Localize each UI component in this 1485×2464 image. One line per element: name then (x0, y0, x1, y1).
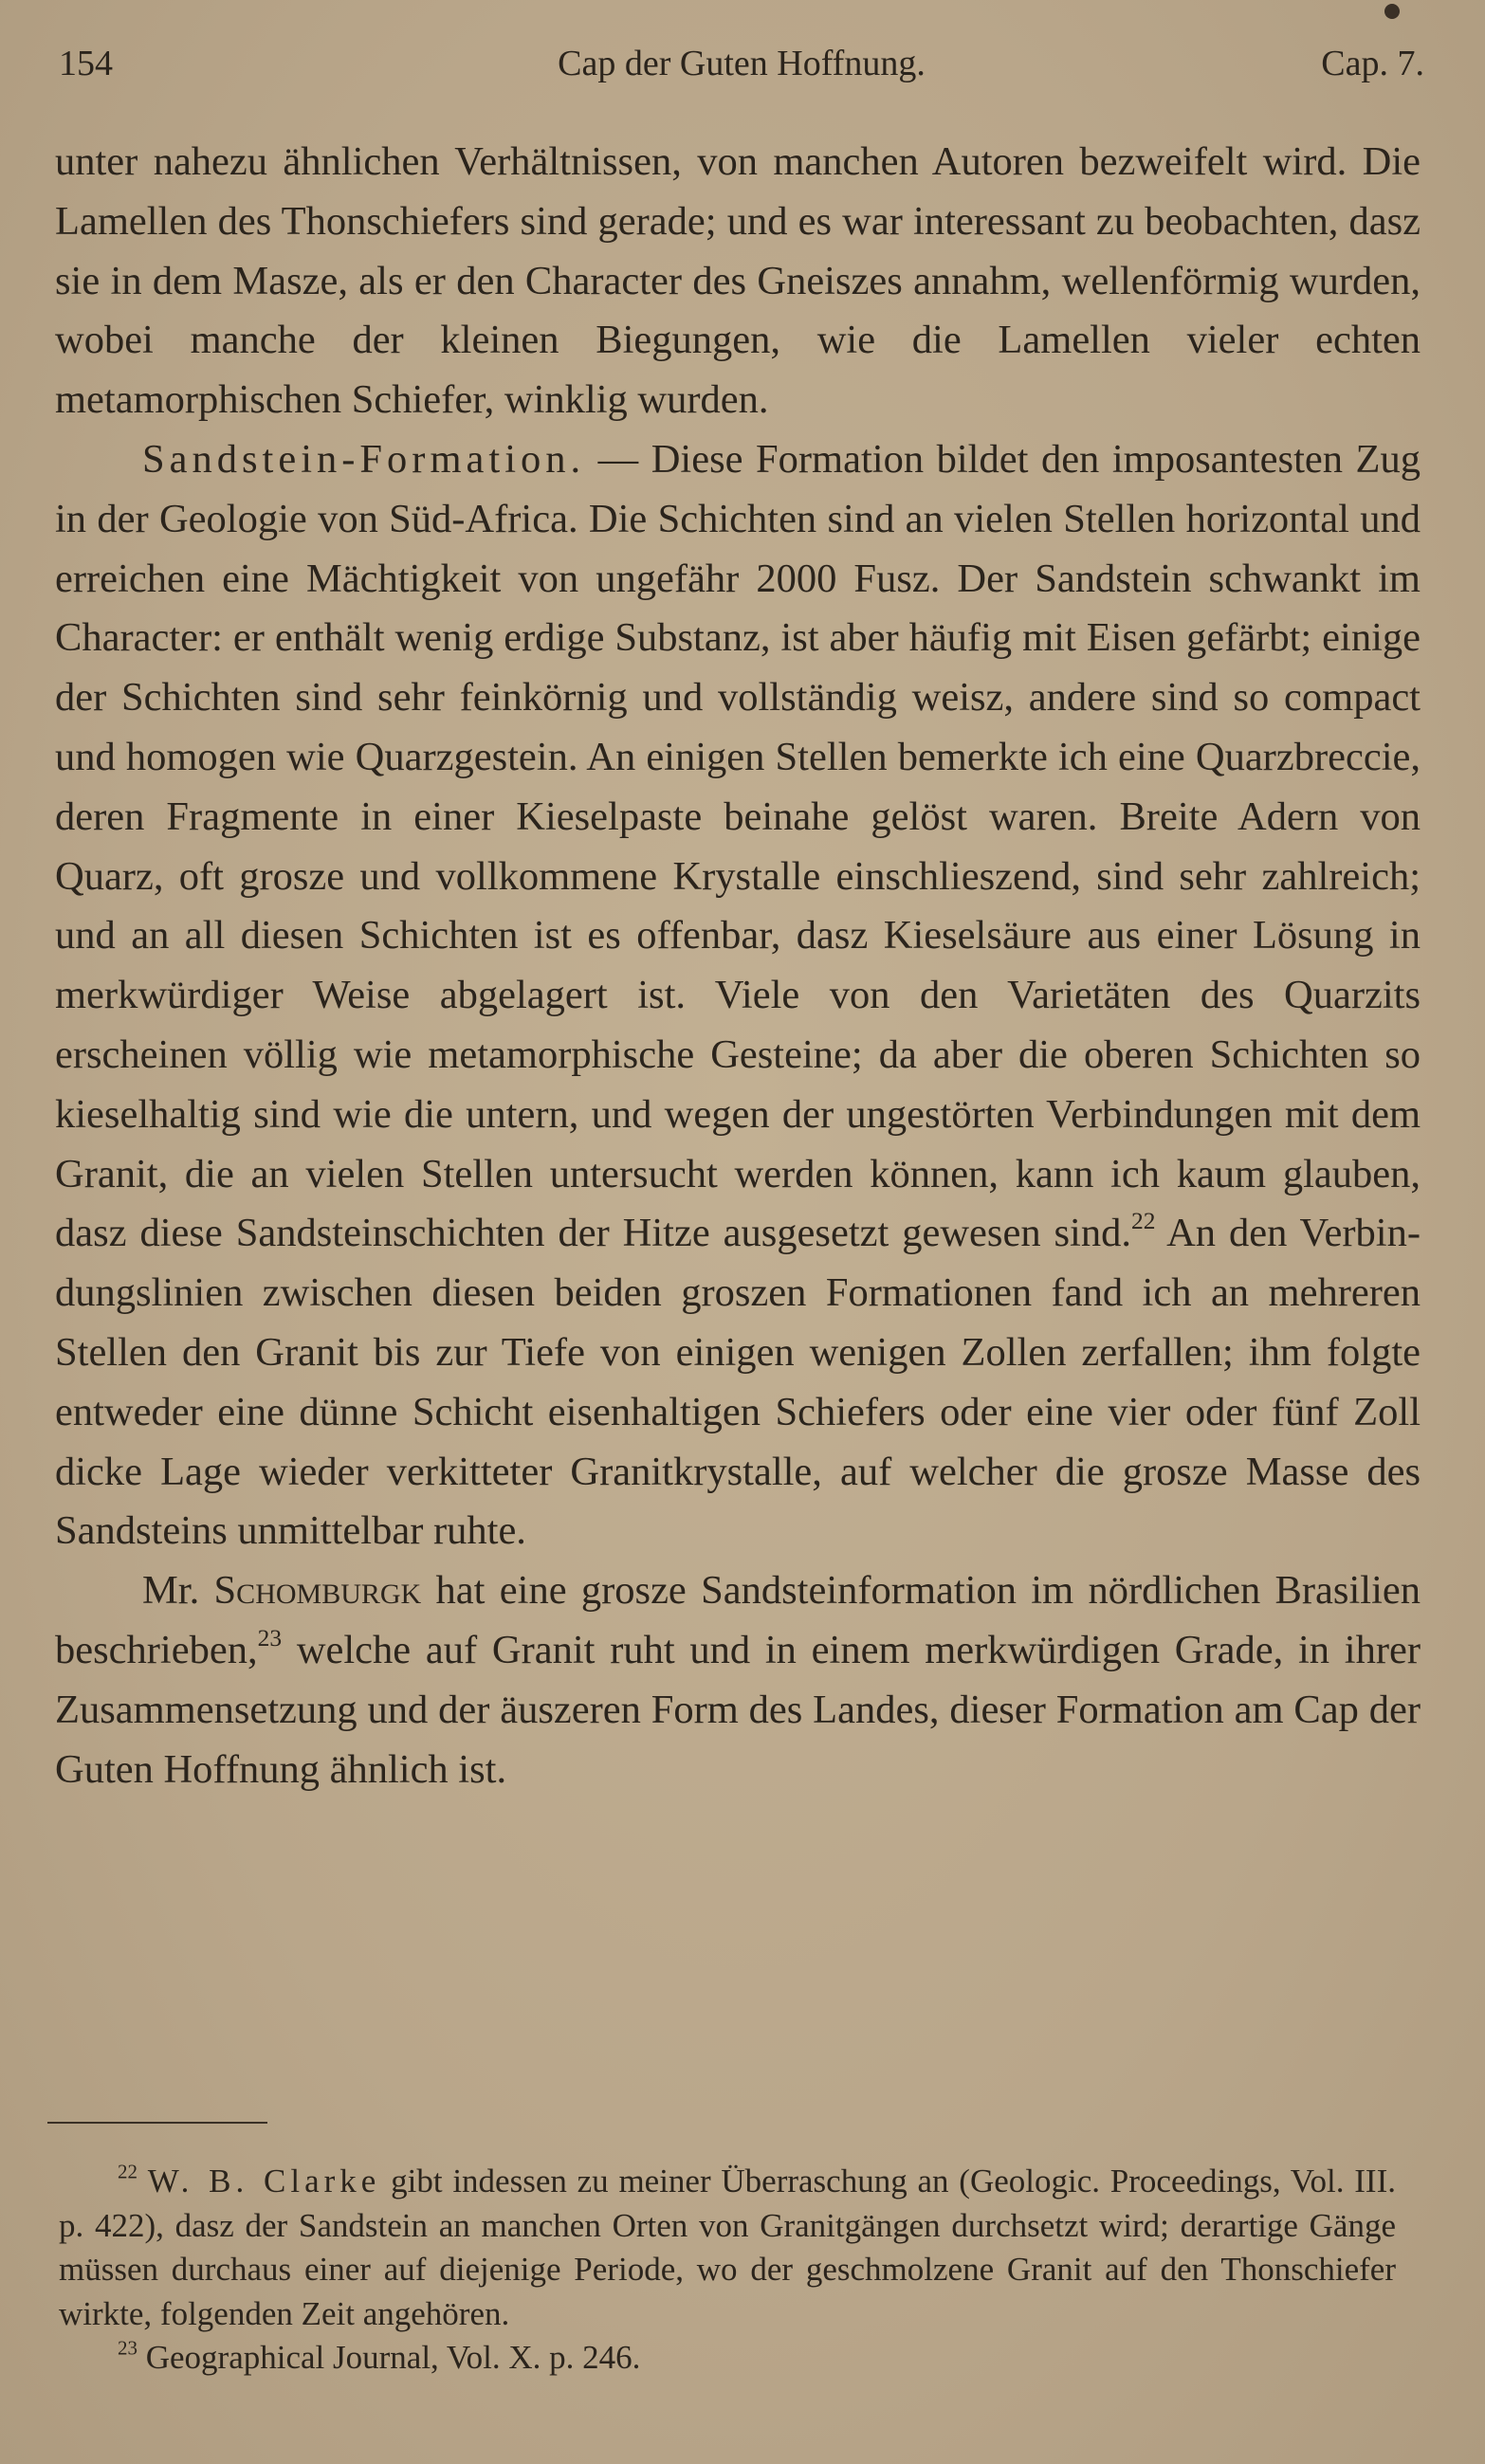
footnote-ref-22: 22 (1131, 1207, 1156, 1235)
paragraph-3-mr: Mr. (142, 1568, 214, 1614)
paragraph-1: unter nahezu ähnlichen Verhältnissen, von manchen Autoren bezweifelt wird. Die Lamellen des Thonschiefers sind gerade; und es war interessant zu beobachten, dasz sie in dem Masze, als er den Character des Gneiszes annahm, wellenförmig wurden, wobei manche der kleinen Biegungen, wie die Lamellen vieler echten metamorphischen Schiefer, winklig wurden. (55, 139, 1421, 423)
chapter-label: Cap. 7. (1321, 44, 1424, 83)
paragraph-2 (55, 430, 1421, 1561)
paragraph-2-text-a: — Diese Formation bildet den imposantesten Zug in der Geologie von Süd-Africa. Die Schichten sind an vielen Stellen horizontal und erreichen eine Mächtigkeit von ungefähr 2000 Fusz. Der Sandstein schwankt im Character: er enthält wenig erdige Substanz, ist aber häufig mit Eisen gefärbt; einige der Schichten sind sehr feinkörnig und vollständig weisz, andere sind so compact und homogen wie Quarzgestein. An einigen Stellen bemerkte ich eine Quarzbreccie, deren Fragmente in einer Kieselpaste beinahe gelöst waren. Breite Adern von Quarz, oft grosze und vollkommene Krystalle einschlieszend, sind sehr zahlreich; und an all diesen Schichten ist es offenbar, dasz Kieselsäure aus einer Lösung in merkwürdiger Weise abgelagert ist. Viele von den Varietäten des Quarzits erscheinen völlig wie metamorphische Gesteine; da aber die oberen Schichten so kieselhaltig sind wie die untern, und wegen der ungestörten Verbindungen mit dem Granit, die an vielen Stellen untersucht werden können, kann ich kaum glauben, dasz diese Sandsteinschichten der Hitze ausgesetzt gewesen sind. (55, 436, 1421, 1256)
footnote-22-author: W. B. Clarke (147, 2163, 381, 2199)
paragraph-3 (55, 1561, 1421, 1799)
body-text (55, 133, 1421, 1799)
section-heading-sandstein: Sandstein-Formation. (142, 436, 586, 482)
footnote-ref-23: 23 (257, 1624, 283, 1652)
footnote-23 (59, 2336, 1396, 2381)
footnote-22-text: gibt indessen zu meiner Überraschung an (Geologic. Proceedings, Vol. III. p. 422), dasz der Sandstein an manchen Orten von Granitgängen durchsetzt wird; derartige Gänge müssen durchaus einer auf diejenige Periode, wo der geschmolzene Granit auf den Thonschiefer wirkte, folgenden Zeit angehören. (59, 2163, 1396, 2332)
paragraph-3-text-a: hat eine grosze Sandsteinformation im nördlichen Brasilien beschrieben, (55, 1568, 1421, 1672)
ink-spot (1384, 4, 1400, 19)
running-header (59, 40, 1424, 87)
footnotes (59, 2160, 1396, 2381)
footnote-marker-23: 23 (118, 2336, 138, 2360)
running-title: Cap der Guten Hoffnung. (558, 44, 926, 83)
footnote-22 (59, 2160, 1396, 2336)
author-name-schomburgk: Schomburgk (213, 1568, 422, 1614)
paragraph-2-text-b: An den Verbindungslinien zwischen diesen beiden groszen Formationen fand ich an mehreren Stellen den Granit bis zur Tiefe von einigen wenigen Zollen zerfallen; ihm folgte entweder eine dünne Schicht eisenhaltigen Schiefers oder eine vier oder fünf Zoll dicke Lage wieder verkitteter Granitkrystalle, auf welcher die grosze Masse des Sandsteins unmittelbar ruhte. (55, 1211, 1421, 1554)
paragraph-3-text-b: welche auf Granit ruht und in einem merkwürdigen Grade, in ihrer Zusammensetzung und der äuszeren Form des Landes, dieser Formation am Cap der Guten Hoffnung ähnlich ist. (55, 1627, 1421, 1792)
footnote-rule (47, 2122, 267, 2124)
footnote-marker-22: 22 (118, 2160, 138, 2183)
page-number: 154 (59, 44, 113, 83)
footnote-23-text: Geographical Journal, Vol. X. p. 246. (138, 2339, 641, 2377)
